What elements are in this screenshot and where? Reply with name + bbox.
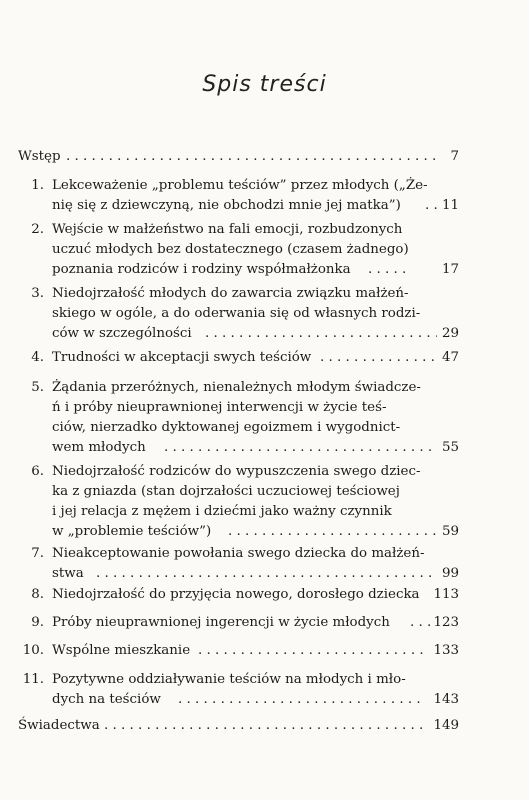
toc-page-number: 59 bbox=[441, 524, 459, 539]
toc-line: skiego w ogóle, a do oderwania się od własnych rodzi- bbox=[52, 306, 421, 321]
toc-number: 11. bbox=[22, 672, 44, 687]
toc-number: 3. bbox=[31, 286, 44, 301]
toc-number: 10. bbox=[22, 643, 44, 658]
toc-number: 9. bbox=[31, 615, 44, 630]
toc-line: ców w szczególności bbox=[52, 326, 192, 341]
dot-leader bbox=[228, 522, 436, 543]
toc-line: Lekceważenie „problemu teściów” przez młodych („Że- bbox=[52, 178, 428, 193]
dot-leader bbox=[368, 260, 408, 281]
toc-page-number: 143 bbox=[433, 692, 459, 707]
toc-number: 2. bbox=[31, 222, 44, 237]
toc-line: w „problemie teściów”) bbox=[52, 524, 212, 539]
toc-line: Próby nieuprawnionej ingerencji w życie młodych bbox=[52, 615, 390, 630]
dot-leader bbox=[410, 613, 430, 634]
toc-line: nię się z dziewczyną, nie obchodzi mnie jej matka”) bbox=[52, 198, 401, 213]
toc-line: Wstęp bbox=[18, 149, 61, 164]
dot-leader bbox=[164, 438, 436, 459]
toc-number: 8. bbox=[31, 587, 44, 602]
toc-number: 5. bbox=[31, 380, 44, 395]
toc-number: 1. bbox=[31, 178, 44, 193]
toc-page-number: 11 bbox=[441, 198, 459, 213]
toc-line: i jej relacja z mężem i dziećmi jako ważny czynnik bbox=[52, 504, 392, 519]
toc-page-number: 133 bbox=[433, 643, 459, 658]
toc-number: 7. bbox=[31, 546, 44, 561]
toc-line: Niedojrzałość rodziców do wypuszczenia swego dziec- bbox=[52, 464, 421, 479]
toc-page-number: 149 bbox=[433, 718, 459, 733]
toc-line: ka z gniazda (stan dojrzałości uczuciowej teściowej bbox=[52, 484, 400, 499]
dot-leader bbox=[198, 641, 426, 662]
toc-line: Wspólne mieszkanie bbox=[52, 643, 191, 658]
toc-number: 6. bbox=[31, 464, 44, 479]
dot-leader bbox=[96, 564, 436, 585]
toc-line: Wejście w małżeństwo na fali emocji, rozbudzonych bbox=[52, 222, 403, 237]
toc-page-number: 17 bbox=[441, 262, 459, 277]
toc-line: Żądania przeróżnych, nienależnych młodym świadcze- bbox=[52, 380, 421, 395]
toc-line: stwa bbox=[52, 566, 84, 581]
toc-line: Świadectwa bbox=[18, 718, 100, 733]
toc-line: Niedojrzałość młodych do zawarcia związku małżeń- bbox=[52, 286, 409, 301]
dot-leader bbox=[104, 716, 426, 737]
page-title: Spis treści bbox=[202, 72, 327, 97]
dot-leader bbox=[320, 348, 434, 369]
toc-line: Nieakceptowanie powołania swego dziecka do małżeń- bbox=[52, 546, 425, 561]
toc-line: Pozytywne oddziaływanie teściów na młodych i mło- bbox=[52, 672, 406, 687]
toc-line: dych na teściów bbox=[52, 692, 161, 707]
toc-page-number: 55 bbox=[441, 440, 459, 455]
dot-leader bbox=[425, 196, 443, 217]
toc-page-number: 7 bbox=[450, 149, 459, 164]
toc-page-number: 123 bbox=[433, 615, 459, 630]
toc-line: uczuć młodych bez dostatecznego (czasem żadnego) bbox=[52, 242, 409, 257]
toc-page-number: 29 bbox=[441, 326, 459, 341]
toc-line: Trudności w akceptacji swych teściów bbox=[52, 350, 312, 365]
toc-line: wem młodych bbox=[52, 440, 146, 455]
toc-page-number: 47 bbox=[441, 350, 459, 365]
toc-line: ciów, nierzadko dyktowanej egoizmem i wygodnict- bbox=[52, 420, 401, 435]
toc-page-number: 113 bbox=[433, 587, 459, 602]
toc-page-number: 99 bbox=[441, 566, 459, 581]
toc-line: poznania rodziców i rodziny współmałżonka bbox=[52, 262, 351, 277]
toc-number: 4. bbox=[31, 350, 44, 365]
toc-line: ń i próby nieuprawnionej interwencji w życie teś- bbox=[52, 400, 387, 415]
dot-leader bbox=[178, 690, 426, 711]
toc-line: Niedojrzałość do przyjęcia nowego, dorosłego dziecka bbox=[52, 587, 420, 602]
dot-leader bbox=[66, 147, 440, 168]
dot-leader bbox=[205, 324, 437, 345]
